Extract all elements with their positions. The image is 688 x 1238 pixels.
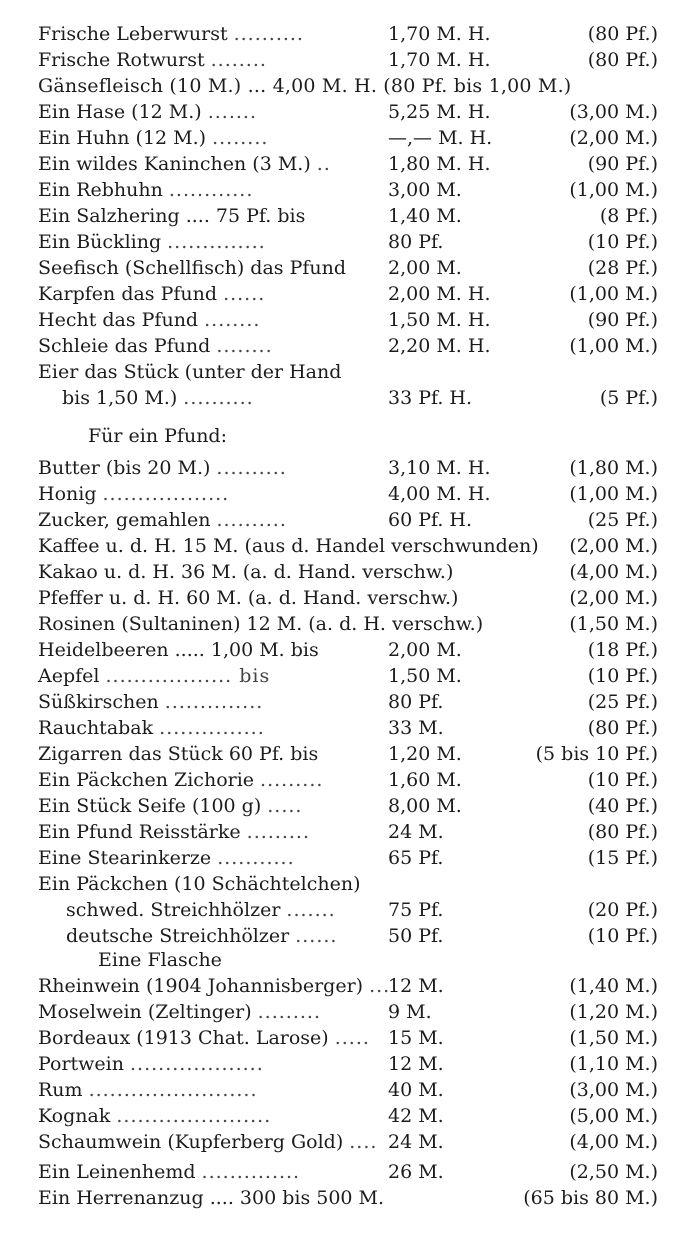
peacetime-price: (2,00 M.)	[569, 535, 658, 557]
item-name: Ein Stück Seife (100 g)	[38, 795, 262, 817]
item-name: Frische Rotwurst	[38, 49, 205, 71]
current-price: 5,25 M. H.	[388, 101, 491, 123]
peacetime-price: (80 Pf.)	[587, 821, 658, 843]
dot-leader: ......	[295, 925, 338, 947]
price-row	[0, 1052, 688, 1077]
price-row	[0, 1160, 688, 1185]
peacetime-price: (1,40 M.)	[569, 975, 658, 997]
price-row	[0, 820, 688, 845]
current-price: 1,70 M. H.	[388, 49, 491, 71]
current-price: 75 Pf.	[388, 899, 444, 921]
peacetime-price: (1,50 M.)	[569, 613, 658, 635]
price-row	[0, 716, 688, 741]
peacetime-price: (5 bis 10 Pf.)	[535, 743, 658, 765]
peacetime-price: (8 Pf.)	[599, 205, 658, 227]
item-name: deutsche Streichhölzer	[66, 925, 290, 947]
current-price: 33 Pf. H.	[388, 387, 473, 409]
current-price: 1,80 M. H.	[388, 153, 491, 175]
current-price: 2,00 M.	[388, 257, 462, 279]
peacetime-price: (10 Pf.)	[587, 665, 658, 687]
peacetime-price: (1,80 M.)	[569, 457, 658, 479]
price-row	[0, 22, 688, 47]
current-price: 26 M.	[388, 1161, 444, 1183]
item-name: Zigarren das Stück 60 Pf. bis	[38, 743, 319, 765]
dot-leader: ..........	[216, 457, 287, 479]
item-name: Honig	[38, 483, 97, 505]
price-row	[0, 924, 688, 949]
peacetime-price: (3,00 M.)	[569, 101, 658, 123]
peacetime-price: (4,00 M.)	[569, 561, 658, 583]
item-name: Butter (bis 20 M.)	[38, 457, 211, 479]
dot-leader: ........	[204, 309, 261, 331]
current-price: 1,40 M.	[388, 205, 462, 227]
current-price: 40 M.	[388, 1079, 444, 1101]
current-price: 80 Pf.	[388, 231, 444, 253]
current-price: 42 M.	[388, 1105, 444, 1127]
dot-leader: ...............	[159, 717, 265, 739]
peacetime-price: (5 Pf.)	[599, 387, 658, 409]
current-price: 12 M.	[388, 975, 444, 997]
price-row	[0, 360, 688, 385]
peacetime-price: (20 Pf.)	[587, 899, 658, 921]
current-price: 1,50 M.	[388, 665, 462, 687]
item-name: Moselwein (Zeltinger)	[38, 1001, 252, 1023]
peacetime-price: (5,00 M.)	[569, 1105, 658, 1127]
peacetime-price: (2,00 M.)	[569, 127, 658, 149]
current-price: —,— M. H.	[388, 127, 493, 149]
dot-leader: .........	[260, 769, 324, 791]
item-name: Rauchtabak	[38, 717, 154, 739]
item-name: schwed. Streichhölzer	[66, 899, 281, 921]
dot-leader: ............	[168, 179, 254, 201]
item-name: Aepfel	[38, 665, 100, 687]
price-row	[0, 612, 688, 637]
item-name: Süßkirschen	[38, 691, 159, 713]
current-price: 80 Pf.	[388, 691, 444, 713]
price-row	[0, 256, 688, 281]
dot-leader: ........	[210, 49, 267, 71]
peacetime-price: (1,00 M.)	[569, 335, 658, 357]
peacetime-price: (28 Pf.)	[587, 257, 658, 279]
current-price: 65 Pf.	[388, 847, 444, 869]
item-name: Ein Bückling	[38, 231, 162, 253]
current-price: 4,00 M. H.	[388, 483, 491, 505]
peacetime-price: (2,00 M.)	[569, 587, 658, 609]
price-row	[0, 1104, 688, 1129]
item-name: Kognak	[38, 1105, 111, 1127]
item-name: Rheinwein (1904 Johannisberger)	[38, 975, 364, 997]
price-row	[0, 1130, 688, 1155]
current-price: 2,20 M. H.	[388, 335, 491, 357]
dot-leader: ........	[212, 127, 269, 149]
item-name: Ein Huhn (12 M.)	[38, 127, 207, 149]
price-row	[0, 178, 688, 203]
section-heading: Für ein Pfund:	[88, 425, 227, 447]
peacetime-price: (80 Pf.)	[587, 23, 658, 45]
peacetime-price: (1,20 M.)	[569, 1001, 658, 1023]
current-price: 2,00 M. H.	[388, 283, 491, 305]
price-row	[0, 456, 688, 481]
price-row	[0, 1026, 688, 1051]
current-price: 60 Pf. H.	[388, 509, 473, 531]
peacetime-price: (4,00 M.)	[569, 1131, 658, 1153]
price-row	[0, 308, 688, 333]
current-price: 3,00 M.	[388, 179, 462, 201]
item-name: Rum	[38, 1079, 83, 1101]
item-name: Kaffee u. d. H. 15 M. (aus d. Handel verschwunden)	[38, 535, 539, 557]
item-name: Schaumwein (Kupferberg Gold)	[38, 1131, 344, 1153]
price-row	[0, 282, 688, 307]
price-row	[0, 560, 688, 585]
peacetime-price: (80 Pf.)	[587, 717, 658, 739]
price-row	[0, 508, 688, 533]
peacetime-price: (10 Pf.)	[587, 925, 658, 947]
current-price: 24 M.	[388, 821, 444, 843]
dot-leader: ..........	[233, 23, 304, 45]
item-name: Seefisch (Schellfisch) das Pfund	[38, 257, 347, 279]
item-name: Ein Herrenanzug .... 300 bis 500 M.	[38, 1187, 385, 1209]
price-row	[0, 898, 688, 923]
item-name: Ein Salzhering .... 75 Pf. bis	[38, 205, 306, 227]
current-price: 9 M.	[388, 1001, 432, 1023]
item-name: Karpfen das Pfund	[38, 283, 218, 305]
dot-leader: ....	[349, 1131, 378, 1153]
current-price: 1,60 M.	[388, 769, 462, 791]
price-row	[0, 872, 688, 897]
price-row	[0, 664, 688, 689]
price-row	[0, 586, 688, 611]
item-name: Eine Stearinkerze	[38, 847, 212, 869]
current-price: 50 Pf.	[388, 925, 444, 947]
peacetime-price: (15 Pf.)	[587, 847, 658, 869]
peacetime-price: (90 Pf.)	[587, 309, 658, 331]
peacetime-price: (25 Pf.)	[587, 509, 658, 531]
dot-leader: ..........	[216, 509, 287, 531]
dot-leader: ........................	[88, 1079, 258, 1101]
section-heading: Eine Flasche	[98, 949, 222, 971]
item-name: Kakao u. d. H. 36 M. (a. d. Hand. verschw.)	[38, 561, 454, 583]
peacetime-price: (90 Pf.)	[587, 153, 658, 175]
current-price: 1,20 M.	[388, 743, 462, 765]
item-name: Ein Päckchen Zichorie	[38, 769, 255, 791]
price-row	[0, 690, 688, 715]
item-name: Ein Päckchen (10 Schächtelchen)	[38, 873, 361, 895]
dot-leader: .....	[267, 795, 303, 817]
dot-leader: .....	[334, 1027, 370, 1049]
price-row	[0, 846, 688, 871]
price-row	[0, 74, 688, 99]
dot-leader: ..................	[102, 483, 230, 505]
price-row	[0, 100, 688, 125]
current-price: 8,00 M.	[388, 795, 462, 817]
item-name: Bordeaux (1913 Chat. Larose)	[38, 1027, 329, 1049]
dot-leader: .........	[257, 1001, 321, 1023]
price-row	[0, 204, 688, 229]
price-row	[0, 974, 688, 999]
peacetime-price: (40 Pf.)	[587, 795, 658, 817]
dot-leader: ......................	[116, 1105, 272, 1127]
dot-leader: ...	[369, 975, 391, 997]
dot-leader: .......	[286, 899, 336, 921]
current-price: 33 M.	[388, 717, 444, 739]
item-name: Gänsefleisch (10 M.) ... 4,00 M. H. (80 Pf. bis 1,00 M.)	[38, 75, 572, 97]
item-name: Eier das Stück (unter der Hand	[38, 361, 342, 383]
item-name: Heidelbeeren ..... 1,00 M. bis	[38, 639, 319, 661]
price-row	[0, 126, 688, 151]
price-row	[0, 534, 688, 559]
price-row	[0, 48, 688, 73]
price-row	[0, 482, 688, 507]
peacetime-price: (65 bis 80 M.)	[523, 1187, 658, 1209]
price-row	[0, 1078, 688, 1103]
price-row	[0, 1186, 688, 1211]
price-row	[0, 638, 688, 663]
current-price: 24 M.	[388, 1131, 444, 1153]
item-name: Hecht das Pfund	[38, 309, 199, 331]
item-name: Rosinen (Sultaninen) 12 M. (a. d. H. verschw.)	[38, 613, 484, 635]
price-row	[0, 334, 688, 359]
item-name: bis 1,50 M.)	[62, 387, 178, 409]
item-name: Ein Hase (12 M.)	[38, 101, 202, 123]
price-row	[0, 230, 688, 255]
current-price: 12 M.	[388, 1053, 444, 1075]
price-row	[0, 742, 688, 767]
peacetime-price: (18 Pf.)	[587, 639, 658, 661]
current-price: 3,10 M. H.	[388, 457, 491, 479]
item-name: Schleie das Pfund	[38, 335, 211, 357]
current-price: 1,70 M. H.	[388, 23, 491, 45]
peacetime-price: (3,00 M.)	[569, 1079, 658, 1101]
peacetime-price: (1,00 M.)	[569, 283, 658, 305]
peacetime-price: (1,10 M.)	[569, 1053, 658, 1075]
peacetime-price: (10 Pf.)	[587, 769, 658, 791]
price-row	[0, 768, 688, 793]
item-name: Ein Rebhuhn	[38, 179, 163, 201]
price-row	[0, 152, 688, 177]
item-name: Ein Pfund Reisstärke	[38, 821, 241, 843]
dot-leader: .......	[207, 101, 257, 123]
peacetime-price: (2,50 M.)	[569, 1161, 658, 1183]
item-name: Pfeffer u. d. H. 60 M. (a. d. Hand. verschw.)	[38, 587, 459, 609]
item-name: Portwein	[38, 1053, 124, 1075]
current-price: 1,50 M. H.	[388, 309, 491, 331]
peacetime-price: (80 Pf.)	[587, 49, 658, 71]
dot-leader: ........	[216, 335, 273, 357]
peacetime-price: (10 Pf.)	[587, 231, 658, 253]
dot-leader: ..............	[167, 231, 266, 253]
dot-leader: ...................	[130, 1053, 264, 1075]
item-name: Zucker, gemahlen	[38, 509, 211, 531]
price-row	[0, 794, 688, 819]
item-name: Frische Leberwurst	[38, 23, 228, 45]
peacetime-price: (25 Pf.)	[587, 691, 658, 713]
current-price: 15 M.	[388, 1027, 444, 1049]
current-price: 2,00 M.	[388, 639, 462, 661]
peacetime-price: (1,00 M.)	[569, 179, 658, 201]
dot-leader: ..........	[183, 387, 254, 409]
peacetime-price: (1,00 M.)	[569, 483, 658, 505]
dot-leader: ..............	[164, 691, 264, 713]
dot-leader: .................. bis	[105, 665, 271, 687]
dot-leader: ...........	[217, 847, 295, 869]
dot-leader: ..	[316, 153, 331, 175]
dot-leader: ......	[223, 283, 266, 305]
price-row	[0, 386, 688, 411]
peacetime-price: (1,50 M.)	[569, 1027, 658, 1049]
price-row	[0, 1000, 688, 1025]
dot-leader: ..............	[201, 1161, 301, 1183]
item-name: Ein Leinenhemd	[38, 1161, 196, 1183]
dot-leader: .........	[246, 821, 311, 843]
item-name: Ein wildes Kaninchen (3 M.)	[38, 153, 311, 175]
